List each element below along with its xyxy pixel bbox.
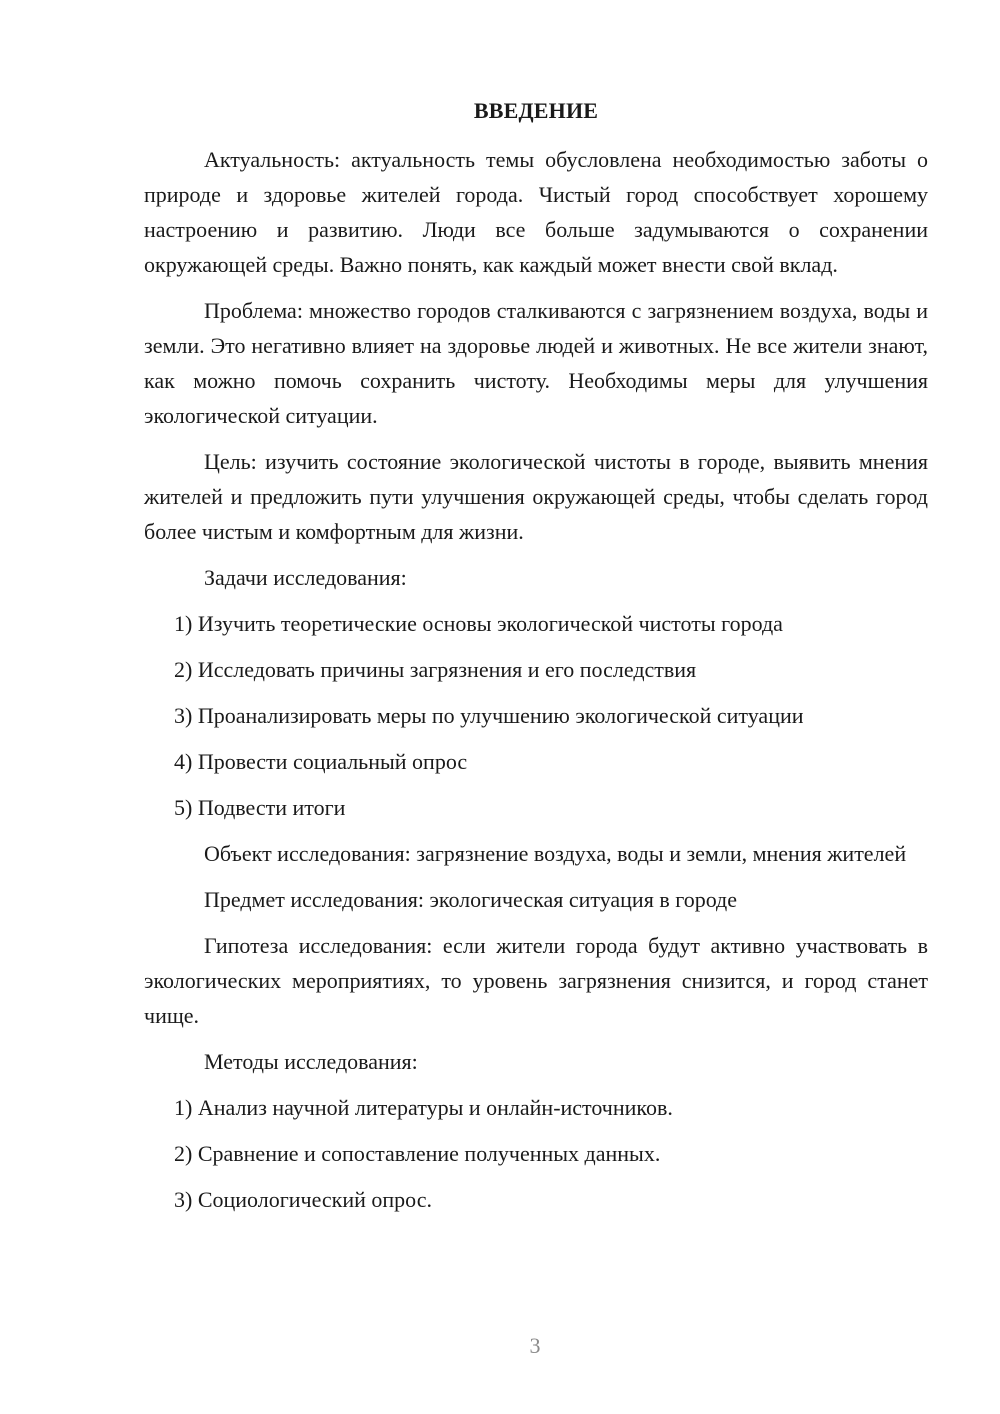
page-content (144, 93, 928, 1228)
problem-paragraph: Проблема: множество городов сталкиваются с загрязнением воздуха, воды и земли. Это негативно влияет на здоровье людей и животных. Не все жители знают, как можно помочь сохранить чистоту. Необходимы меры для улучшения экологической ситуации. (144, 298, 928, 428)
tasks-heading: Задачи исследования: (204, 565, 407, 590)
method-item: 1) Анализ научной литературы и онлайн-источников. (174, 1095, 673, 1120)
task-item: 3) Проанализировать меры по улучшению экологической ситуации (174, 703, 804, 728)
relevance-paragraph: Актуальность: актуальность темы обусловлена необходимостью заботы о природе и здоровье жителей города. Чистый город способствует хорошему настроению и развитию. Люди все больше задумываются о сохранении окружающей среды. Важно понять, как каждый может внести свой вклад. (144, 147, 928, 277)
methods-list (144, 1090, 928, 1217)
methods-heading: Методы исследования: (204, 1049, 418, 1074)
object-paragraph: Объект исследования: загрязнение воздуха, воды и земли, мнения жителей (204, 841, 907, 866)
method-item: 2) Сравнение и сопоставление полученных данных. (174, 1141, 661, 1166)
task-item: 5) Подвести итоги (174, 795, 346, 820)
method-item: 3) Социологический опрос. (174, 1187, 432, 1212)
goal-paragraph: Цель: изучить состояние экологической чистоты в городе, выявить мнения жителей и предложить пути улучшения окружающей среды, чтобы сделать город более чистым и комфортным для жизни. (144, 449, 928, 544)
hypothesis-paragraph: Гипотеза исследования: если жители города будут активно участвовать в экологических мероприятиях, то уровень загрязнения снизится, и город станет чище. (144, 933, 928, 1028)
task-item: 4) Провести социальный опрос (174, 749, 468, 774)
page-number: 3 (529, 1333, 541, 1358)
subject-paragraph: Предмет исследования: экологическая ситуация в городе (204, 887, 738, 912)
page-title: ВВЕДЕНИЕ (473, 98, 599, 123)
task-item: 1) Изучить теоретические основы экологической чистоты города (174, 611, 783, 636)
task-item: 2) Исследовать причины загрязнения и его последствия (174, 657, 697, 682)
tasks-list (144, 606, 928, 825)
